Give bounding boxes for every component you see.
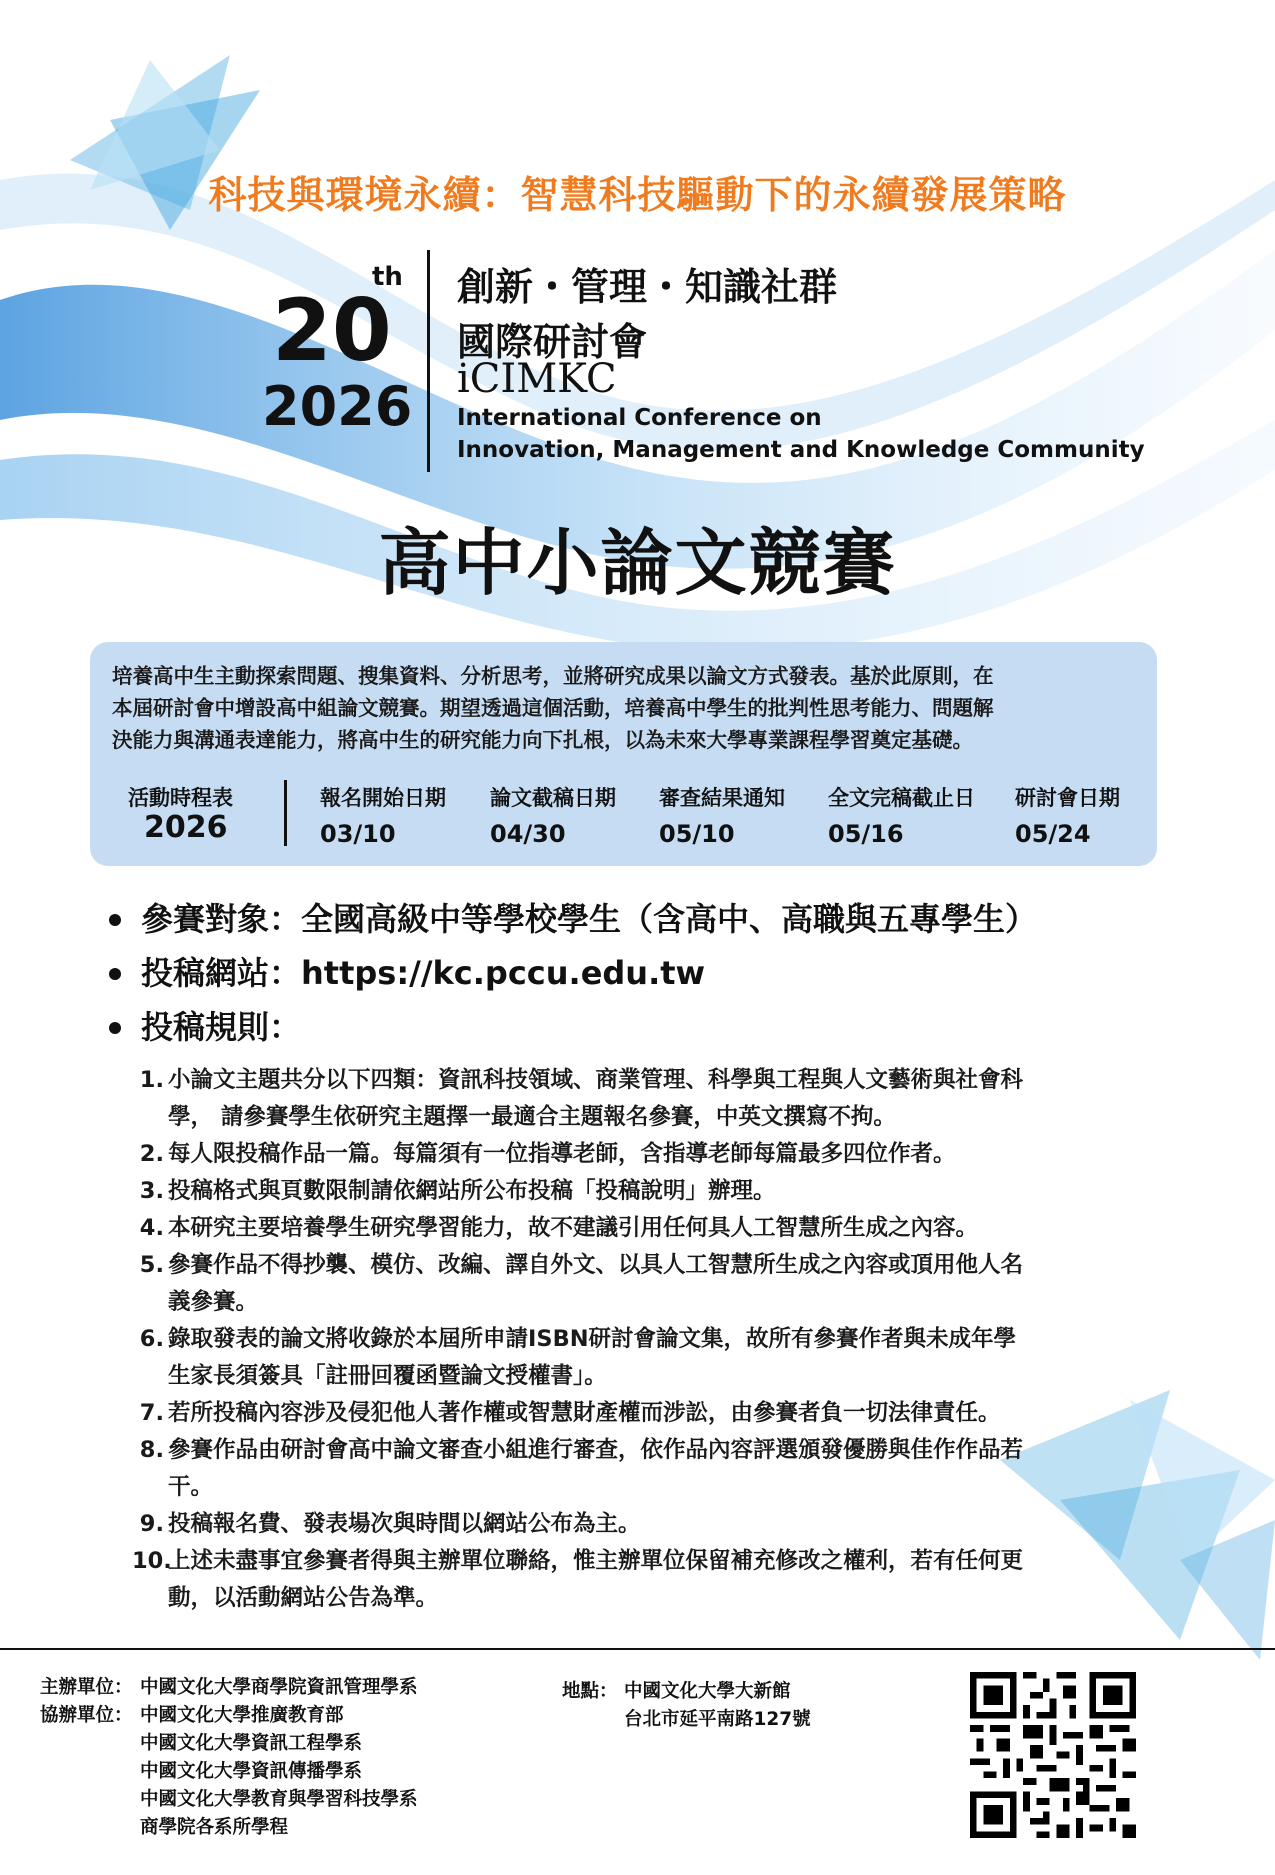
rule-number: 5. xyxy=(139,1252,164,1278)
rule-text: 本研究主要培養學生研究學習能力，故不建議引用任何具人工智慧所生成之內容。 xyxy=(168,1215,979,1241)
bullet-dot-icon xyxy=(109,968,121,980)
schedule-item xyxy=(320,782,446,848)
rule-number: 8. xyxy=(139,1437,164,1463)
bullet-dot-icon xyxy=(109,914,121,926)
rule-number: 9. xyxy=(139,1511,164,1537)
rule-number: 4. xyxy=(139,1215,164,1241)
co-organizer-name: 中國文化大學教育與學習科技學系 xyxy=(140,1789,418,1810)
rule-text: 錄取發表的論文將收錄於本屆所申請ISBN研討會論文集，故所有參賽作者與未成年學 xyxy=(168,1326,1017,1352)
venue-text xyxy=(624,1678,811,1734)
bullet-item xyxy=(105,946,1185,1000)
bullet-dot-icon xyxy=(109,1022,121,1034)
intro-text xyxy=(112,660,1142,756)
header-divider xyxy=(427,250,430,472)
conference-year: 2026 xyxy=(262,375,413,438)
schedule-item-name: 報名開始日期 xyxy=(320,786,446,810)
schedule-item xyxy=(1015,782,1120,848)
bullet-item xyxy=(105,892,1185,946)
rule-item xyxy=(140,1247,1150,1321)
rule-item xyxy=(140,1173,1150,1210)
rule-text: 學， 請參賽學生依研究主題擇一最適合主題報名參賽，中英文撰寫不拘。 xyxy=(168,1104,896,1130)
edition-suffix: th xyxy=(372,262,403,292)
rule-text: 上述未盡事宜參賽者得與主辦單位聯絡，惟主辦單位保留補充修改之權利，若有任何更 xyxy=(168,1548,1024,1574)
venue-row xyxy=(562,1678,811,1734)
co-organizer-label: 協辦單位： xyxy=(40,1705,133,1726)
bullet-text: 參賽對象：全國高級中等學校學生（含高中、高職與五專學生） xyxy=(141,900,1038,938)
rule-item xyxy=(140,1062,1150,1136)
rule-item xyxy=(140,1432,1150,1506)
schedule-item xyxy=(490,782,616,848)
co-organizer-name: 中國文化大學資訊工程學系 xyxy=(140,1733,363,1754)
co-organizer-name: 中國文化大學推廣教育部 xyxy=(140,1705,344,1726)
rule-number: 3. xyxy=(139,1178,164,1204)
venue-address: 台北市延平南路127號 xyxy=(624,1709,811,1730)
rule-text: 若所投稿內容涉及侵犯他人著作權或智慧財產權而涉訟，由參賽者負一切法律責任。 xyxy=(168,1400,1001,1426)
rule-number: 6. xyxy=(139,1326,164,1352)
conference-theme: 科技與環境永續：智慧科技驅動下的永續發展策略 xyxy=(208,173,1067,217)
conference-name-en-line2: Innovation, Management and Knowledge Community xyxy=(457,437,1145,463)
co-organizer-row xyxy=(40,1702,418,1842)
schedule-item-name: 審查結果通知 xyxy=(659,786,785,810)
rule-number: 2. xyxy=(139,1141,164,1167)
rule-item xyxy=(140,1395,1150,1432)
rule-text: 動，以活動網站公告為準。 xyxy=(168,1585,439,1611)
rule-text: 每人限投稿作品一篇。每篇須有一位指導老師，含指導老師每篇最多四位作者。 xyxy=(168,1141,956,1167)
venue-label: 地點： xyxy=(562,1681,618,1702)
rule-text: 投稿報名費、發表場次與時間以網站公布為主。 xyxy=(168,1511,641,1537)
co-organizer-list xyxy=(140,1702,418,1842)
rule-item xyxy=(140,1210,1150,1247)
rule-text: 參賽作品不得抄襲、模仿、改編、譯自外文、以具人工智慧所生成之內容或頂用他人名 xyxy=(168,1252,1024,1278)
rule-text: 小論文主題共分以下四類：資訊科技領域、商業管理、科學與工程與人文藝術與社會科 xyxy=(168,1067,1024,1093)
rule-number: 7. xyxy=(139,1400,164,1426)
edition-number: 20 xyxy=(272,281,392,381)
intro-line: 培養高中生主動探索問題、搜集資料、分析思考，並將研究成果以論文方式發表。基於此原則，在 xyxy=(112,664,994,688)
conference-name-en-line1: International Conference on xyxy=(457,405,822,431)
rule-item xyxy=(132,1543,1150,1617)
rule-number: 1. xyxy=(139,1067,164,1093)
organizer-name: 中國文化大學商學院資訊管理學系 xyxy=(140,1677,418,1698)
intro-line: 決能力與溝通表達能力，將高中生的研究能力向下扎根，以為未來大學專業課程學習奠定基礎。 xyxy=(112,728,973,752)
schedule-item xyxy=(659,782,785,848)
rule-text: 干。 xyxy=(168,1474,214,1500)
rule-text: 義參賽。 xyxy=(168,1289,259,1315)
schedule-item xyxy=(828,782,975,848)
venue-name: 中國文化大學大新館 xyxy=(624,1681,791,1702)
info-box xyxy=(90,642,1157,866)
conference-abbreviation: iCIMKC xyxy=(457,356,617,402)
schedule-divider xyxy=(284,780,287,846)
conference-name-zh-line1: 創新・管理・知識社群 xyxy=(457,265,838,309)
bullet-list xyxy=(105,892,1185,1054)
rule-text: 投稿格式與頁數限制請依網站所公布投稿「投稿說明」辦理。 xyxy=(168,1178,776,1204)
schedule-item-name: 論文截稿日期 xyxy=(490,786,616,810)
organizers xyxy=(40,1674,418,1842)
schedule-item-date: 05/24 xyxy=(1015,820,1091,848)
rules-list xyxy=(132,1062,1150,1617)
bullet-text: 投稿規則： xyxy=(141,1008,302,1046)
schedule-item-date: 05/16 xyxy=(828,820,904,848)
footer-divider xyxy=(0,1648,1275,1650)
bullet-item xyxy=(105,1000,1185,1054)
schedule-item-date: 05/10 xyxy=(659,820,735,848)
schedule-item-name: 研討會日期 xyxy=(1015,786,1120,810)
schedule-year: 2026 xyxy=(144,810,228,845)
rule-item xyxy=(140,1136,1150,1173)
rule-text: 生家長須簽具「註冊回覆函暨論文授權書」。 xyxy=(168,1363,607,1389)
conference-name-zh-line2: 國際研討會 xyxy=(457,320,648,364)
organizer-label: 主辦單位： xyxy=(40,1677,133,1698)
rule-item xyxy=(140,1321,1150,1395)
submission-website-link[interactable]: 投稿網站：https://kc.pccu.edu.tw xyxy=(141,954,706,992)
qr-code-icon[interactable] xyxy=(970,1672,1136,1838)
venue xyxy=(562,1678,811,1734)
schedule-label: 活動時程表 xyxy=(128,786,233,810)
rule-item xyxy=(140,1506,1150,1543)
intro-line: 本屆研討會中增設高中組論文競賽。期望透過這個活動，培養高中學生的批判性思考能力、問題解 xyxy=(112,696,994,720)
rule-text: 參賽作品由研討會高中論文審查小組進行審查，依作品內容評選頒發優勝與佳作作品若 xyxy=(168,1437,1024,1463)
schedule-item-date: 04/30 xyxy=(490,820,566,848)
co-organizer-name: 中國文化大學資訊傳播學系 xyxy=(140,1761,363,1782)
organizer-row xyxy=(40,1674,418,1702)
page-title: 高中小論文競賽 xyxy=(378,521,897,605)
co-organizer-name: 商學院各系所學程 xyxy=(140,1817,289,1838)
schedule-item-date: 03/10 xyxy=(320,820,396,848)
schedule-item-name: 全文完稿截止日 xyxy=(828,786,975,810)
rule-number: 10. xyxy=(132,1548,172,1574)
